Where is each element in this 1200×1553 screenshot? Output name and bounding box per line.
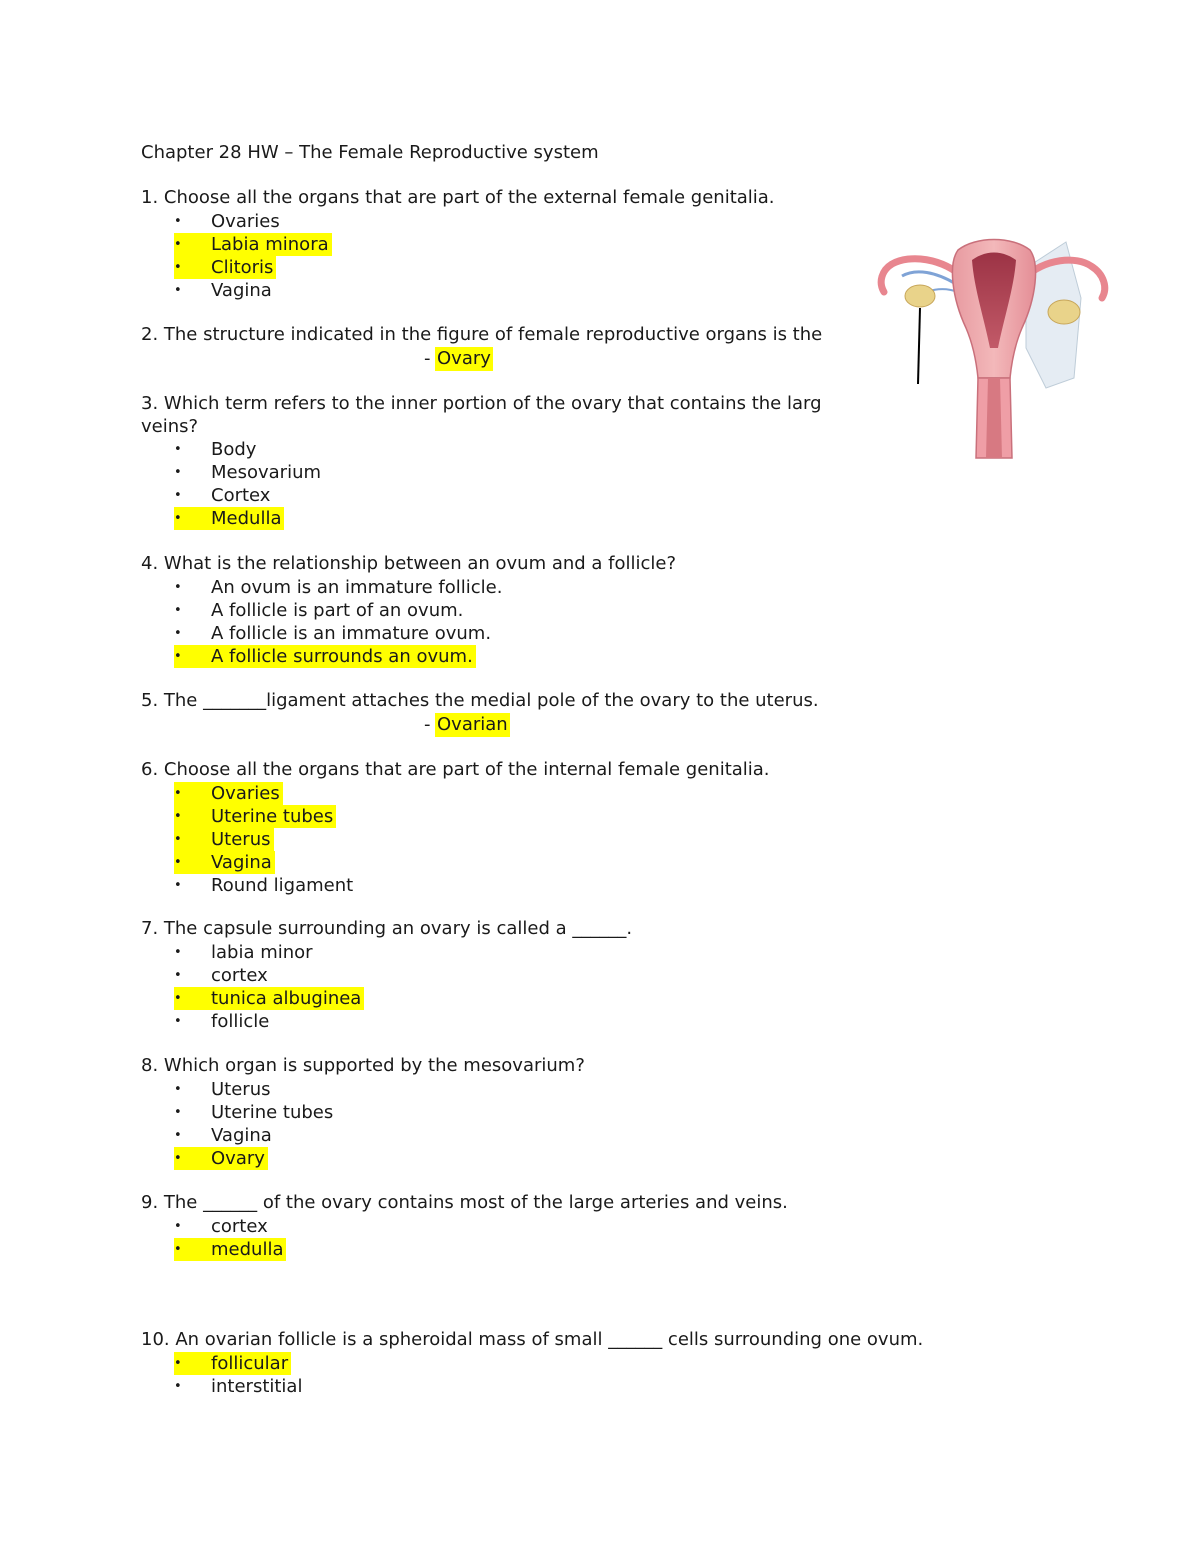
option-item (141, 1124, 1021, 1147)
question-text-continued: veins? (141, 416, 199, 437)
option-item (141, 805, 1021, 828)
option-item (141, 484, 878, 507)
option-label: Body (211, 439, 257, 460)
option-item (141, 1215, 1021, 1238)
option-item (141, 1375, 1041, 1398)
option-label: Mesovarium (211, 462, 322, 483)
question-text: 6. Choose all the organs that are part of the internal female genitalia. (141, 759, 770, 780)
option-item (141, 645, 1021, 668)
option-label: An ovum is an immature follicle. (211, 577, 503, 598)
option-list (141, 1078, 1021, 1170)
option-label: Clitoris (211, 256, 276, 279)
option-label: labia minor (211, 942, 313, 963)
option-label: Cortex (211, 485, 271, 506)
question-text: 7. The capsule surrounding an ovary is called a ______. (141, 918, 633, 939)
option-item (141, 461, 878, 484)
option-label: A follicle is part of an ovum. (211, 600, 464, 621)
answer-dash: - (424, 348, 431, 369)
option-item (141, 874, 1021, 897)
option-item (141, 1010, 1021, 1033)
option-item (141, 987, 1021, 1010)
bullet-icon: • (174, 465, 182, 480)
bullet-icon: • (174, 1147, 212, 1170)
option-item (141, 782, 1021, 805)
question-text: 9. The ______ of the ovary contains most of the large arteries and veins. (141, 1192, 788, 1213)
option-label: cortex (211, 965, 268, 986)
bullet-icon: • (174, 256, 212, 279)
question-text: 3. Which term refers to the inner portion of the ovary that contains the larg (141, 393, 822, 414)
answer-dash: - (424, 714, 431, 735)
bullet-icon: • (174, 1082, 182, 1097)
option-item (141, 964, 1021, 987)
bullet-icon: • (174, 878, 182, 893)
bullet-icon: • (174, 442, 182, 457)
option-label: follicle (211, 1011, 270, 1032)
bullet-icon: • (174, 580, 182, 595)
bullet-icon: • (174, 805, 212, 828)
option-label: cortex (211, 1216, 268, 1237)
question-text: 8. Which organ is supported by the mesovarium? (141, 1055, 585, 1076)
question-text: 10. An ovarian follicle is a spheroidal mass of small ______ cells surrounding one ovum. (141, 1329, 924, 1350)
bullet-icon: • (174, 1014, 182, 1029)
bullet-icon: • (174, 1105, 182, 1120)
option-item (141, 576, 1021, 599)
bullet-icon: • (174, 1128, 182, 1143)
option-label: Ovaries (211, 782, 283, 805)
option-label: Round ligament (211, 875, 354, 896)
bullet-icon: • (174, 233, 212, 256)
female-reproductive-organs-figure (876, 228, 1112, 460)
question-text: 2. The structure indicated in the figure of female reproductive organs is the (141, 324, 823, 345)
option-label: Vagina (211, 851, 275, 874)
document-title: Chapter 28 HW – The Female Reproductive system (141, 142, 599, 163)
option-label: A follicle surrounds an ovum. (211, 645, 476, 668)
question-7 (141, 917, 1021, 1033)
option-item (141, 507, 878, 530)
answer-text: Ovary (437, 348, 491, 369)
option-label: medulla (211, 1238, 286, 1261)
option-item (141, 599, 1021, 622)
option-item (141, 438, 878, 461)
option-label: Uterus (211, 828, 274, 851)
question-9 (141, 1191, 1021, 1261)
answer-line (141, 347, 878, 371)
option-item (141, 622, 1021, 645)
question-4 (141, 552, 1021, 668)
option-label: Vagina (211, 1125, 272, 1146)
bullet-icon: • (174, 626, 182, 641)
bullet-icon: • (174, 987, 212, 1010)
option-list (141, 941, 1021, 1033)
bullet-icon: • (174, 488, 182, 503)
option-item (141, 1352, 1041, 1375)
option-item (141, 1147, 1021, 1170)
option-item (141, 1078, 1021, 1101)
option-label: Vagina (211, 280, 272, 301)
option-list (141, 782, 1021, 897)
option-label: Uterine tubes (211, 1102, 334, 1123)
bullet-icon: • (174, 214, 182, 229)
answer-text: Ovarian (437, 714, 508, 735)
option-item (141, 941, 1021, 964)
question-10 (141, 1328, 1041, 1398)
option-item (141, 828, 1021, 851)
option-label: Ovaries (211, 211, 280, 232)
question-text: 4. What is the relationship between an ovum and a follicle? (141, 553, 677, 574)
bullet-icon: • (174, 645, 212, 668)
option-item (141, 851, 1021, 874)
option-item (141, 1101, 1021, 1124)
bullet-icon: • (174, 1379, 182, 1394)
answer-line (141, 713, 1021, 737)
bullet-icon: • (174, 968, 182, 983)
option-list (141, 438, 878, 530)
option-label: tunica albuginea (211, 987, 364, 1010)
option-label: Ovary (211, 1147, 268, 1170)
bullet-icon: • (174, 1352, 212, 1375)
bullet-icon: • (174, 283, 182, 298)
option-label: Uterine tubes (211, 805, 336, 828)
bullet-icon: • (174, 828, 212, 851)
option-label: interstitial (211, 1376, 303, 1397)
bullet-icon: • (174, 782, 212, 805)
bullet-icon: • (174, 945, 182, 960)
question-text: 1. Choose all the organs that are part of the external female genitalia. (141, 187, 775, 208)
bullet-icon: • (174, 1238, 212, 1261)
bullet-icon: • (174, 851, 212, 874)
question-6 (141, 758, 1021, 897)
question-text: 5. The _______ligament attaches the medial pole of the ovary to the uterus. (141, 690, 819, 711)
question-3 (141, 392, 878, 530)
bullet-icon: • (174, 1219, 182, 1234)
option-item (141, 1238, 1021, 1261)
option-label: Labia minora (211, 233, 332, 256)
option-label: Uterus (211, 1079, 271, 1100)
option-list (141, 576, 1021, 668)
option-label: A follicle is an immature ovum. (211, 623, 492, 644)
option-list (141, 1215, 1021, 1261)
option-label: Medulla (211, 507, 284, 530)
question-2 (141, 323, 878, 371)
bullet-icon: • (174, 603, 182, 618)
bullet-icon: • (174, 507, 212, 530)
question-8 (141, 1054, 1021, 1170)
option-list (141, 1352, 1041, 1398)
question-5 (141, 689, 1021, 737)
option-label: follicular (211, 1352, 291, 1375)
